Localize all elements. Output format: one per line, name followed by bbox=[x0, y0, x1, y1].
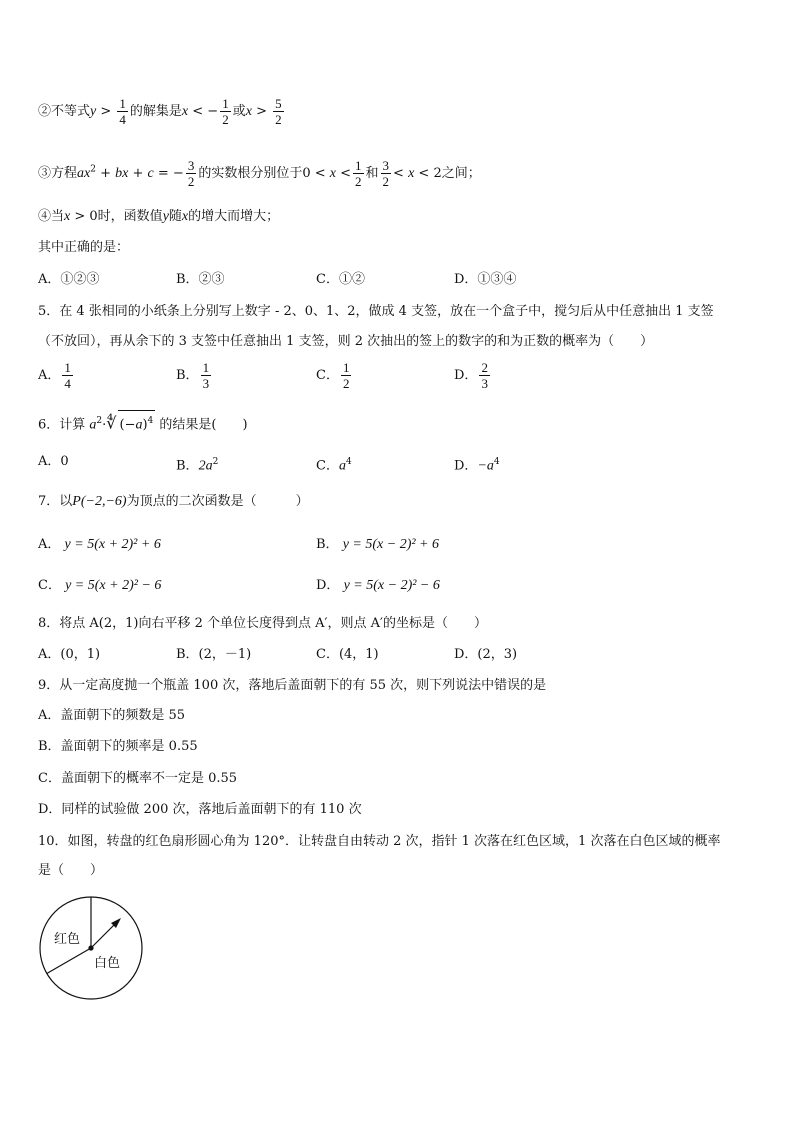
q9-stem: 9．从一定高度抛一个瓶盖 100 次，落地后盖面朝下的有 55 次，则下列说法中错误的是 bbox=[38, 678, 547, 693]
q7-option-c: C． y = 5(x + 2)² − 6 bbox=[38, 578, 162, 593]
q7-option-b: B． y = 5(x − 2)² + 6 bbox=[316, 537, 439, 552]
q4-option-a: A．①②③ bbox=[38, 272, 100, 287]
q7-option-a: A． y = 5(x + 2)² + 6 bbox=[38, 537, 161, 552]
q8-option-a: A．(0，1) bbox=[38, 647, 101, 662]
q8-stem: 8．将点 A(2，1)向右平移 2 个单位长度得到点 A′，则点 A′的坐标是（ ） bbox=[38, 616, 487, 631]
q7-stem: 7．以P(−2,−6)为顶点的二次函数是（ ） bbox=[38, 494, 309, 509]
q4-option-b: B．②③ bbox=[176, 272, 225, 287]
q9-option-a: A．盖面朝下的频数是 55 bbox=[38, 708, 186, 723]
q8-option-b: B．(2，－1) bbox=[176, 647, 252, 662]
q4-item3: ③方程$ax^2$ + bx + c = − $\frac{3}{2}$ 的实数根分别位于0 < x < $\frac{1}{2}$ 和 $\frac{3}{2}$ < x < 2之间； bbox=[38, 158, 481, 189]
radical: $(-a)^4$ bbox=[118, 410, 156, 435]
q9-option-c: C．盖面朝下的概率不一定是 0.55 bbox=[38, 771, 238, 786]
q5-option-a: A． $\frac{1}{4}$ bbox=[38, 360, 71, 391]
spinner-pointer bbox=[91, 922, 117, 948]
q6-option-a: A．0 bbox=[38, 454, 69, 469]
q5-option-d: D． $\frac{2}{3}$ bbox=[454, 360, 488, 391]
sector-divider-left bbox=[47, 948, 91, 974]
q8-option-c: C．(4，1) bbox=[316, 647, 379, 662]
fraction: $\frac{1}{4}$ bbox=[119, 96, 126, 127]
q4-option-d: D．①③④ bbox=[454, 272, 517, 287]
q8-option-d: D．(2，3) bbox=[454, 647, 518, 662]
q9-option-d: D．同样的试验做 200 次，落地后盖面朝下的有 110 次 bbox=[38, 802, 362, 817]
q6-option-b: B．$2a^2$ bbox=[176, 457, 219, 474]
q10-stem-line2: 是（ ） bbox=[38, 863, 104, 878]
q4-item4: ④当x > 0时，函数值y随x的增大而增大； bbox=[38, 209, 280, 224]
q10-stem-line1: 10．如图，转盘的红色扇形圆心角为 120°．让转盘自由转动 2 次，指针 1 次落在红色区域，1 次落在白色区域的概率 bbox=[38, 834, 721, 849]
red-sector-label: 红色 bbox=[54, 932, 81, 947]
q9-option-b: B．盖面朝下的频率是 0.55 bbox=[38, 739, 198, 754]
q6-option-c: C．$a^4$ bbox=[316, 457, 352, 474]
q4-prompt: 其中正确的是： bbox=[38, 240, 130, 255]
q5-stem-line2: （不放回），再从余下的 3 支签中任意抽出 1 支签，则 2 次抽出的签上的数字的和为正数的概率为（ ） bbox=[38, 334, 654, 349]
q5-stem-line1: 5．在 4 张相同的小纸条上分别写上数字 - 2、0、1、2，做成 4 支签，放在一个盒子中，搅匀后从中任意抽出 1 支签 bbox=[38, 304, 714, 319]
spinner-center-dot bbox=[88, 945, 93, 950]
q4-option-c: C．①② bbox=[316, 272, 365, 287]
q5-option-c: C． $\frac{1}{2}$ bbox=[316, 360, 350, 391]
q4-item2: ②不等式y > $\frac{1}{4}$ 的解集是x < − $\frac{1}{2}$ 或x > $\frac{5}{2}$ bbox=[38, 96, 282, 127]
spinner-figure bbox=[38, 895, 148, 1005]
q7-option-d: D． y = 5(x − 2)² − 6 bbox=[316, 578, 440, 593]
white-sector-label: 白色 bbox=[94, 956, 121, 971]
q6-option-d: D．$-a^4$ bbox=[454, 457, 500, 474]
q6-stem: 6．计算 $a^2\cdot∜$ $(-a)^4$ 的结果是( ) bbox=[38, 410, 248, 435]
q5-option-b: B． $\frac{1}{3}$ bbox=[176, 360, 210, 391]
